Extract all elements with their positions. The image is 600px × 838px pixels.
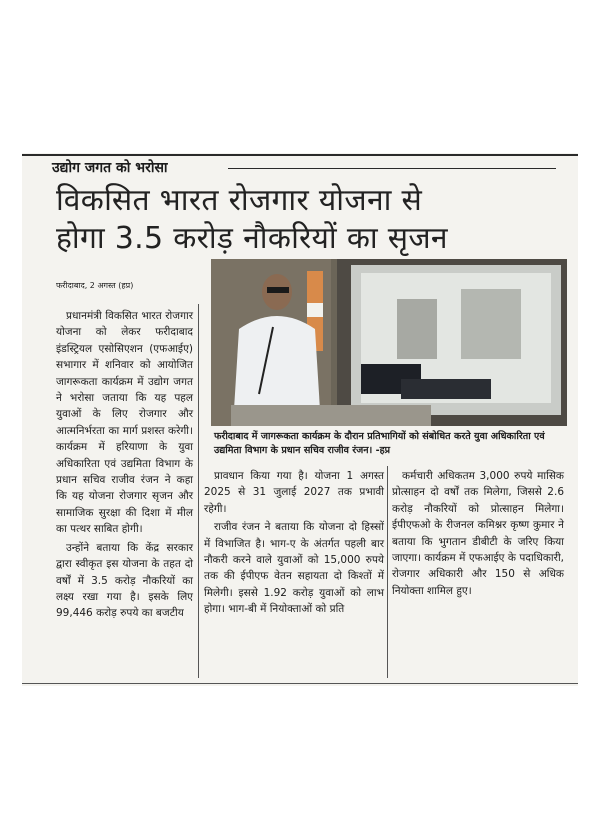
col1-paragraph-2: उन्होंने बताया कि केंद्र सरकार द्वारा स्वीकृत इस योजना के तहत दो वर्षों में 3.5 करोड़ नौकरियों का लक्ष्य रखा गया है। इसके लिए 99,446 करोड़ रुपये का बजटीय bbox=[56, 541, 193, 620]
column-rule-2 bbox=[387, 466, 388, 678]
col3-paragraph-1: कर्मचारी अधिकतम 3,000 रुपये मासिक प्रोत्साहन दो वर्षों तक मिलेगा, जिससे 2.6 करोड़ नौकरियों को प्रोत्साहन मिलेगा। ईपीएफओ के रीजनल कमिश्नर कृष्ण कुमार ने बताया कि भुगतान डीबीटी के जरिए किया जाएगा। कार्यक्रम में एफआईए के पदाधिकारी, रोजगार अधिकारी और 150 से अधिक नियोक्ता शामिल हुए। bbox=[392, 470, 564, 597]
photo-caption: फरीदाबाद में जागरूकता कार्यक्रम के दौरान प्रतिभागियों को संबोधित करते युवा अधिकारिता एवं उद्यमिता विभाग के प्रधान सचिव राजीव रंजन। -हप्र bbox=[214, 431, 545, 456]
body-column-3 bbox=[392, 468, 564, 601]
headline-line-2: होगा 3.5 करोड़ नौकरियों का सृजन bbox=[56, 221, 448, 256]
kicker-rule bbox=[228, 168, 556, 169]
headline bbox=[56, 182, 576, 258]
headline-line-1: विकसित भारत रोजगार योजना से bbox=[56, 183, 423, 218]
bottom-rule bbox=[22, 683, 578, 684]
dateline: फरीदाबाद, 2 अगस्त (हप्र) bbox=[56, 281, 134, 290]
top-rule bbox=[22, 154, 578, 156]
body-column-1 bbox=[56, 308, 193, 624]
event-photo bbox=[211, 259, 567, 426]
event-photo-illustration bbox=[211, 259, 567, 426]
body-column-2 bbox=[204, 468, 384, 620]
col2-paragraph-1: प्रावधान किया गया है। योजना 1 अगस्त 2025 से 31 जुलाई 2027 तक प्रभावी रहेगी। bbox=[204, 470, 384, 515]
col1-paragraph-1: प्रधानमंत्री विकसित भारत रोजगार योजना को लेकर फरीदाबाद इंडस्ट्रियल एसोसिएशन (एफआईए) सभागार में शनिवार को आयोजित जागरूकता कार्यक्रम में उद्योग जगत ने भरोसा जताया कि यह पहल युवाओं के लिए रोजगार और आत्मनिर्भरता का मार्ग प्रशस्त करेगी। कार्यक्रम में हरियाणा के युवा अधिकारिता एवं उद्यमिता विभाग के प्रधान सचिव राजीव रंजन ने कहा कि यह योजना रोजगार सृजन और सामाजिक सुरक्षा की दिशा में मील का पत्थर साबित होगी। bbox=[56, 310, 193, 536]
col2-paragraph-2: राजीव रंजन ने बताया कि योजना दो हिस्सों में विभाजित है। भाग-ए के अंतर्गत पहली बार नौकरी करने वाले युवाओं को 15,000 रुपये तक की ईपीएफ वेतन सहायता दो किश्तों में मिलेगी। इससे 1.92 करोड़ युवाओं को लाभ होगा। भाग-बी में नियोक्ताओं को प्रति bbox=[204, 521, 384, 616]
kicker: उद्योग जगत को भरोसा bbox=[52, 160, 168, 176]
column-rule-1 bbox=[198, 304, 199, 678]
